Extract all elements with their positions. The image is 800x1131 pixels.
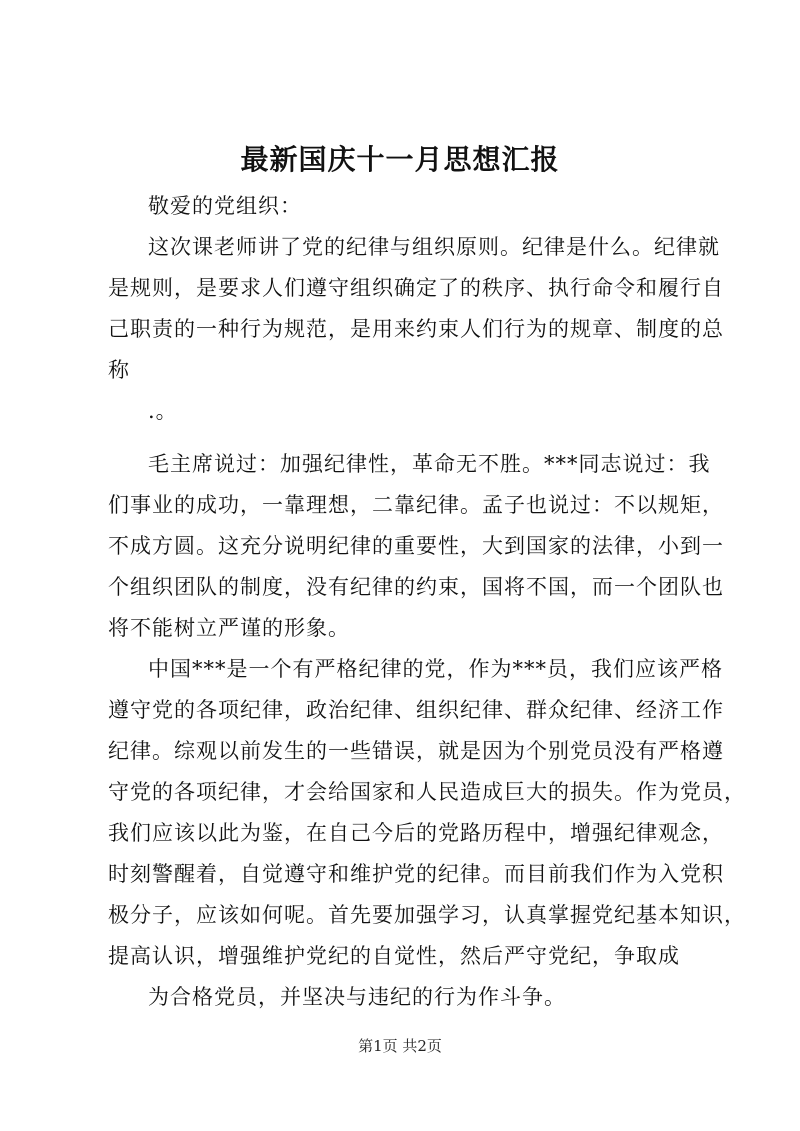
document-title: 最新国庆十一月思想汇报 bbox=[240, 143, 560, 176]
paragraph-1-line-4: 称 bbox=[108, 358, 130, 382]
paragraph-2-line-3: 不成方圆。这充分说明纪律的重要性，大到国家的法律，小到一 bbox=[108, 534, 724, 558]
paragraph-2-line-1: 毛主席说过：加强纪律性，革命无不胜。***同志说过：我 bbox=[148, 452, 711, 476]
paragraph-1-line-2: 是规则，是要求人们遵守组织确定了的秩序、执行命令和履行自 bbox=[108, 276, 724, 300]
paragraph-gap bbox=[108, 432, 708, 444]
paragraph-3-line-7: 极分子，应该如何呢。首先要加强学习，认真掌握党纪基本知识， bbox=[108, 903, 746, 927]
paragraph-3-line-2: 遵守党的各项纪律，政治纪律、组织纪律、群众纪律、经济工作 bbox=[108, 698, 724, 722]
paragraph-3-line-3: 纪律。综观以前发生的一些错误，就是因为个别党员没有严格遵 bbox=[108, 739, 724, 763]
paragraph-3-line-5: 我们应该以此为鉴，在自己今后的党路历程中，增强纪律观念， bbox=[108, 821, 724, 845]
paragraph-2-line-2: 们事业的成功，一靠理想，二靠纪律。孟子也说过：不以规矩， bbox=[108, 493, 724, 517]
paragraph-3-line-8: 提高认识，增强维护党纪的自觉性，然后严守党纪，争取成 bbox=[108, 944, 680, 968]
paragraph-1-line-3: 己职责的一种行为规范，是用来约束人们行为的规章、制度的总 bbox=[108, 317, 724, 341]
page-footer: 第1页 共2页 bbox=[358, 1037, 442, 1055]
salutation: 敬爱的党组织： bbox=[148, 194, 302, 218]
paragraph-2-line-5: 将不能树立严谨的形象。 bbox=[108, 616, 350, 640]
paragraph-3-line-6: 时刻警醒着，自觉遵守和维护党的纪律。而目前我们作为入党积 bbox=[108, 862, 724, 886]
paragraph-4-line-1: 为合格党员，并坚决与违纪的行为作斗争。 bbox=[148, 985, 566, 1009]
paragraph-1-line-1: 这次课老师讲了党的纪律与组织原则。纪律是什么。纪律就 bbox=[148, 235, 720, 259]
paragraph-fragment: .。 bbox=[148, 399, 178, 423]
paragraph-2-line-4: 个组织团队的制度，没有纪律的约束，国将不国，而一个团队也 bbox=[108, 575, 724, 599]
paragraph-3-line-1: 中国***是一个有严格纪律的党，作为***员，我们应该严格 bbox=[148, 657, 723, 681]
document-body bbox=[108, 186, 746, 1018]
paragraph-3-line-4: 守党的各项纪律，才会给国家和人民造成巨大的损失。作为党员， bbox=[108, 780, 746, 804]
